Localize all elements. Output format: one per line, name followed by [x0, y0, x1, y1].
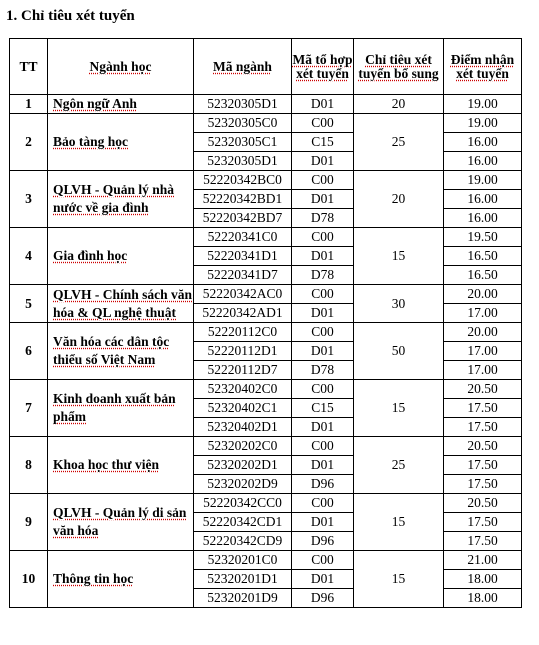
score-value: 17.00	[444, 361, 522, 380]
major-name: QLVH - Chính sách văn hóa & QL nghệ thuật	[48, 285, 194, 323]
quota-value: 50	[354, 323, 444, 380]
combo-code: D01	[292, 456, 354, 475]
major-code: 52320202C0	[194, 437, 292, 456]
row-number: 8	[10, 437, 48, 494]
score-value: 16.00	[444, 209, 522, 228]
combo-code: C00	[292, 380, 354, 399]
combo-code: D01	[292, 342, 354, 361]
major-code: 52320402D1	[194, 418, 292, 437]
score-value: 18.00	[444, 570, 522, 589]
score-value: 16.00	[444, 152, 522, 171]
row-number: 4	[10, 228, 48, 285]
major-name: Thông tin học	[48, 551, 194, 608]
major-code: 52220342BD7	[194, 209, 292, 228]
combo-code: D01	[292, 570, 354, 589]
score-value: 20.00	[444, 285, 522, 304]
table-row	[10, 437, 522, 456]
table-row	[10, 171, 522, 190]
row-number: 1	[10, 95, 48, 114]
combo-code: C00	[292, 285, 354, 304]
score-value: 19.00	[444, 114, 522, 133]
score-value: 17.50	[444, 532, 522, 551]
score-value: 19.50	[444, 228, 522, 247]
quota-value: 15	[354, 228, 444, 285]
score-value: 18.00	[444, 589, 522, 608]
major-code: 52220342CD9	[194, 532, 292, 551]
combo-code: C00	[292, 551, 354, 570]
combo-code: D96	[292, 532, 354, 551]
score-value: 17.50	[444, 513, 522, 532]
table-row	[10, 380, 522, 399]
table-body	[10, 95, 522, 608]
table-row	[10, 95, 522, 114]
score-value: 17.00	[444, 342, 522, 361]
score-value: 17.50	[444, 456, 522, 475]
combo-code: D78	[292, 361, 354, 380]
major-code: 52220112C0	[194, 323, 292, 342]
combo-code: D96	[292, 475, 354, 494]
score-value: 16.50	[444, 247, 522, 266]
combo-code: D01	[292, 513, 354, 532]
score-value: 19.00	[444, 95, 522, 114]
major-code: 52320202D1	[194, 456, 292, 475]
header-score: Điểm nhận xét tuyển	[444, 39, 522, 95]
score-value: 17.50	[444, 399, 522, 418]
major-code: 52320305C0	[194, 114, 292, 133]
score-value: 17.50	[444, 418, 522, 437]
major-code: 52320305C1	[194, 133, 292, 152]
major-name: QLVH - Quản lý di sản văn hóa	[48, 494, 194, 551]
row-number: 6	[10, 323, 48, 380]
major-code: 52220342BD1	[194, 190, 292, 209]
table-row	[10, 285, 522, 304]
score-value: 16.00	[444, 190, 522, 209]
major-name: Bảo tàng học	[48, 114, 194, 171]
header-combo: Mã tổ hợp xét tuyển	[292, 39, 354, 95]
quota-value: 15	[354, 551, 444, 608]
combo-code: D78	[292, 266, 354, 285]
major-code: 52320201D9	[194, 589, 292, 608]
major-name: QLVH - Quản lý nhà nước về gia đình	[48, 171, 194, 228]
header-major: Ngành học	[48, 39, 194, 95]
score-value: 20.00	[444, 323, 522, 342]
header-code: Mã ngành	[194, 39, 292, 95]
quota-value: 25	[354, 114, 444, 171]
combo-code: C15	[292, 133, 354, 152]
major-name: Văn hóa các dân tộc thiểu số Việt Nam	[48, 323, 194, 380]
quota-table	[9, 38, 522, 608]
major-name: Ngôn ngữ Anh	[48, 95, 194, 114]
row-number: 5	[10, 285, 48, 323]
major-code: 52220342BC0	[194, 171, 292, 190]
combo-code: D01	[292, 152, 354, 171]
combo-code: D01	[292, 247, 354, 266]
section-heading: 1. Chỉ tiêu xét tuyển	[6, 8, 135, 24]
major-code: 52220342CC0	[194, 494, 292, 513]
score-value: 16.50	[444, 266, 522, 285]
combo-code: C15	[292, 399, 354, 418]
quota-value: 30	[354, 285, 444, 323]
row-number: 3	[10, 171, 48, 228]
score-value: 20.50	[444, 380, 522, 399]
major-code: 52320305D1	[194, 152, 292, 171]
combo-code: D78	[292, 209, 354, 228]
score-value: 16.00	[444, 133, 522, 152]
combo-code: C00	[292, 323, 354, 342]
row-number: 7	[10, 380, 48, 437]
combo-code: D01	[292, 418, 354, 437]
major-code: 52320402C0	[194, 380, 292, 399]
major-code: 52220342AC0	[194, 285, 292, 304]
score-value: 21.00	[444, 551, 522, 570]
table-row	[10, 323, 522, 342]
combo-code: D96	[292, 589, 354, 608]
major-name: Kinh doanh xuất bản phẩm	[48, 380, 194, 437]
table-row	[10, 114, 522, 133]
combo-code: D01	[292, 95, 354, 114]
major-code: 52220112D1	[194, 342, 292, 361]
major-code: 52220342CD1	[194, 513, 292, 532]
major-code: 52220341D1	[194, 247, 292, 266]
major-code: 52220341D7	[194, 266, 292, 285]
combo-code: C00	[292, 494, 354, 513]
major-name: Khoa học thư viện	[48, 437, 194, 494]
table-row	[10, 494, 522, 513]
combo-code: D01	[292, 190, 354, 209]
quota-value: 20	[354, 95, 444, 114]
major-code: 52320402C1	[194, 399, 292, 418]
score-value: 20.50	[444, 437, 522, 456]
row-number: 9	[10, 494, 48, 551]
score-value: 17.00	[444, 304, 522, 323]
row-number: 10	[10, 551, 48, 608]
major-code: 52220112D7	[194, 361, 292, 380]
score-value: 17.50	[444, 475, 522, 494]
combo-code: C00	[292, 437, 354, 456]
major-code: 52220341C0	[194, 228, 292, 247]
major-code: 52220342AD1	[194, 304, 292, 323]
quota-value: 15	[354, 494, 444, 551]
score-value: 20.50	[444, 494, 522, 513]
major-code: 52320202D9	[194, 475, 292, 494]
combo-code: D01	[292, 304, 354, 323]
header-quota: Chỉ tiêu xét tuyển bổ sung	[354, 39, 444, 95]
row-number: 2	[10, 114, 48, 171]
score-value: 19.00	[444, 171, 522, 190]
table-row	[10, 551, 522, 570]
major-code: 52320305D1	[194, 95, 292, 114]
major-name: Gia đình học	[48, 228, 194, 285]
major-code: 52320201D1	[194, 570, 292, 589]
combo-code: C00	[292, 114, 354, 133]
major-code: 52320201C0	[194, 551, 292, 570]
combo-code: C00	[292, 228, 354, 247]
header-tt: TT	[10, 39, 48, 95]
quota-value: 25	[354, 437, 444, 494]
quota-value: 15	[354, 380, 444, 437]
table-row	[10, 228, 522, 247]
quota-value: 20	[354, 171, 444, 228]
combo-code: C00	[292, 171, 354, 190]
